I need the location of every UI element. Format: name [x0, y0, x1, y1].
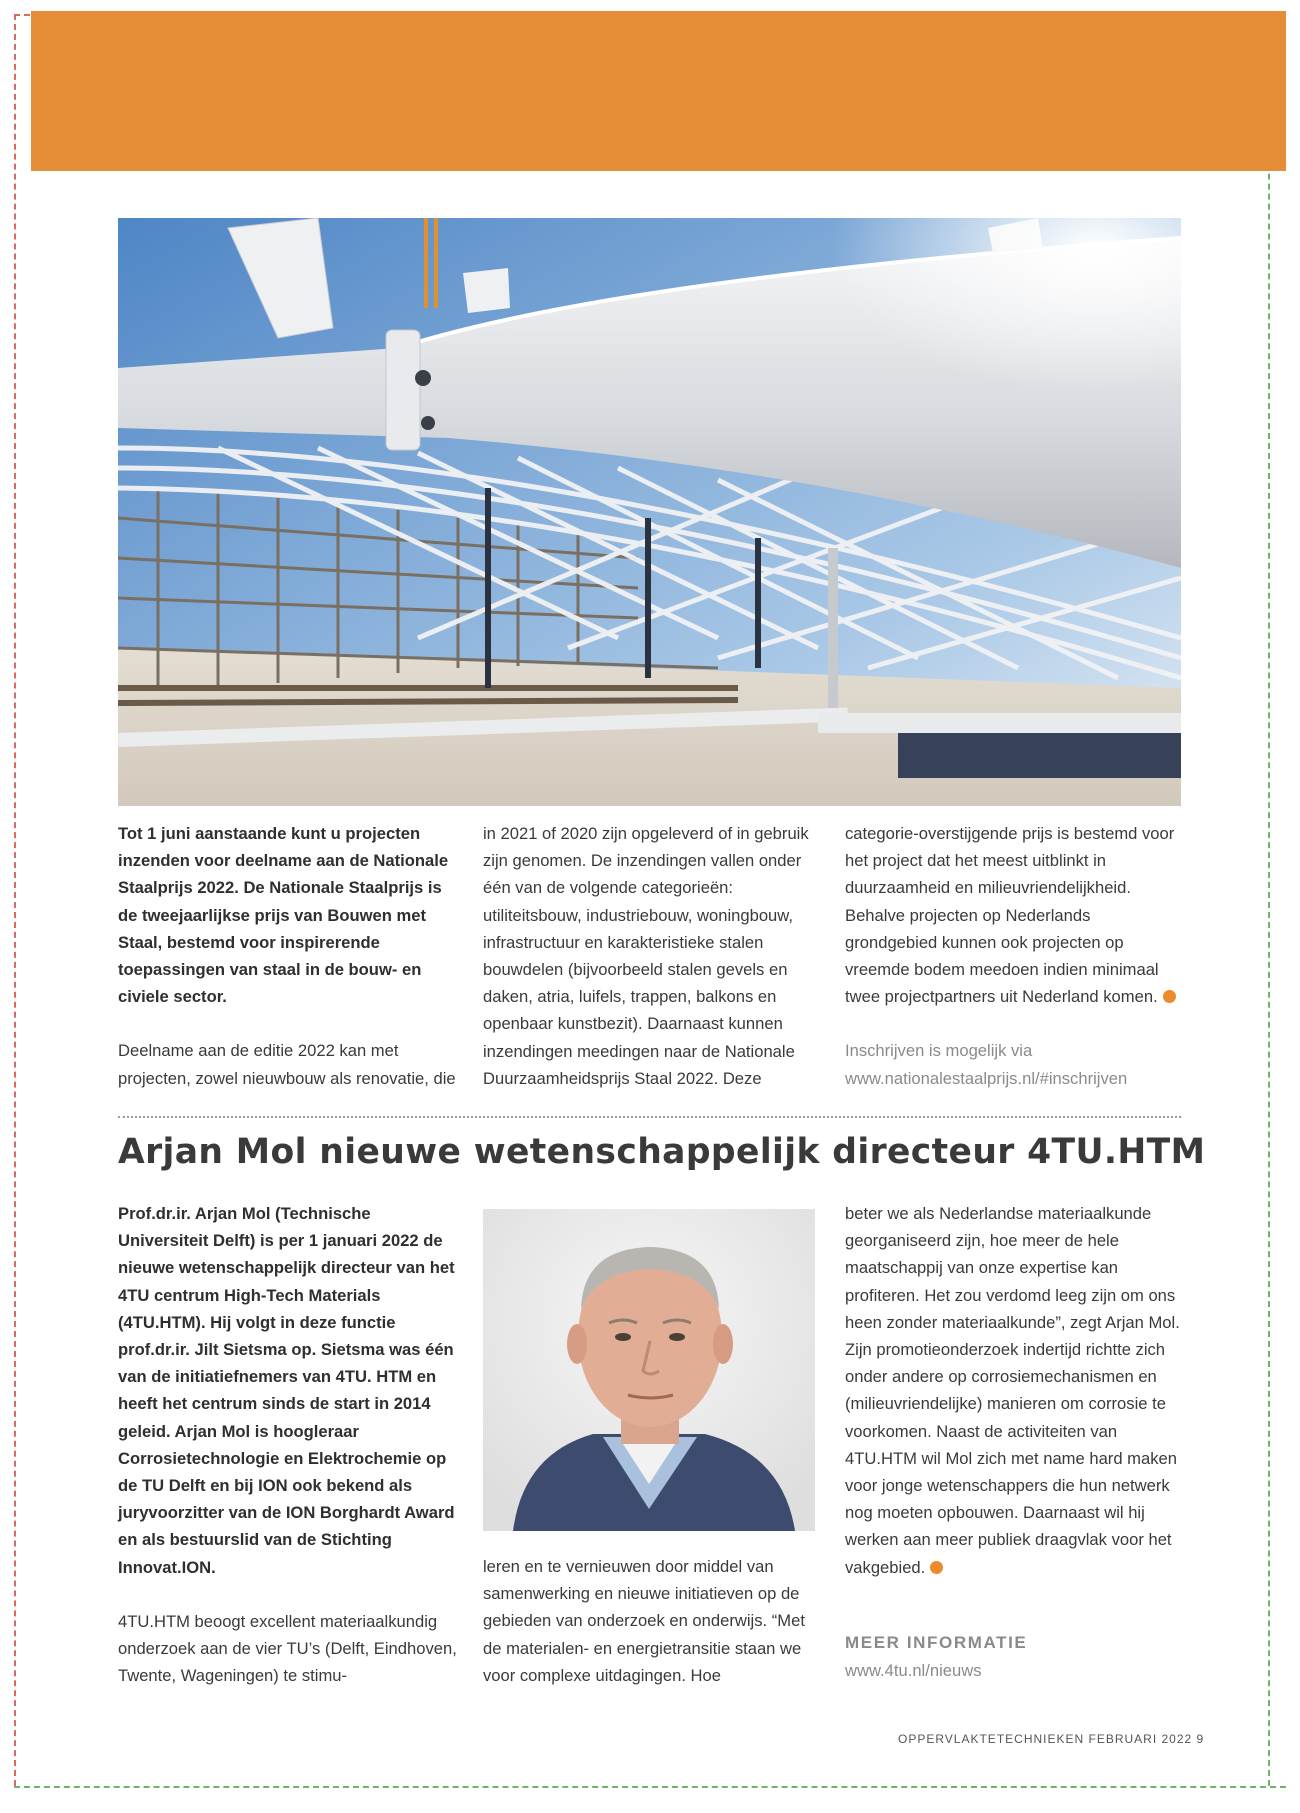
crop-mark-left: [14, 14, 16, 1786]
section-divider: [118, 1116, 1181, 1118]
article2-headline: Arjan Mol nieuwe wetenschappelijk directeur 4TU.HTM: [118, 1132, 1206, 1172]
article1-paragraph: in 2021 of 2020 zijn opgeleverd of in gebruik zijn genomen. De inzendingen vallen onder één van de volgende categorieën: utiliteitsbouw, industriebouw, woningbouw, infrastructuur en karakteristieke stalen bouwdelen (bijvoorbeeld stalen gevels en daken, atria, luifels, trappen, balkons en openbaar kunstbezit). Daarnaast kunnen inzendingen meedingen naar de Nationale Duurzaamheidsprijs Staal 2022. Deze: [483, 824, 809, 1088]
steel-structure-photo: [118, 218, 1181, 806]
article1-column-2: [483, 820, 823, 1092]
article2-paragraph: leren en te vernieuwen door middel van samenwerking en nieuwe initiatieven op de gebieden van onderzoek en onderwijs. “Met de materialen- en energietransitie staan we voor complexe uitdagingen. Hoe: [483, 1557, 805, 1685]
crop-mark-bottom: [14, 1786, 1286, 1788]
article2-paragraph: beter we als Nederlandse materiaalkunde georganiseerd zijn, hoe meer de hele maatschappij van onze expertise kan profiteren. Het zou verdomd leeg zijn om ons heen zonder materiaalkunde”, zegt Arjan Mol. Zijn promotieonderzoek indertijd richtte zich onder andere op corrosiemechanismen en (milieuvriendelijke) manieren om corrosie te voorkomen. Naast de activiteiten van 4TU.HTM wil Mol zich met name hard maken voor jonge wetenschappers die hun netwerk nog moeten opbouwen. Daarnaast wil hij werken aan meer publiek draagvlak voor het vakgebied.: [845, 1204, 1180, 1577]
article2-column-1: [118, 1200, 458, 1689]
signup-label: Inschrijven is mogelijk via: [845, 1041, 1033, 1061]
article2-column-2: [483, 1553, 823, 1689]
footer-publication: OPPERVLAKTETECHNIEKEN FEBRUARI 2022: [898, 1732, 1193, 1746]
signup-link[interactable]: www.nationalestaalprijs.nl/#inschrijven: [845, 1068, 1128, 1088]
article2-paragraph: 4TU.HTM beoogt excellent materiaalkundig onderzoek aan de vier TU’s (Delft, Eindhoven, Twente, Wageningen) te stimu-: [118, 1611, 457, 1686]
article1-column-1: [118, 820, 458, 1092]
article1-column-3: [845, 820, 1185, 1092]
article2-column-3: [845, 1200, 1185, 1581]
end-bullet-icon: [930, 1561, 943, 1574]
article1-paragraph: Deelname aan de editie 2022 kan met projecten, zowel nieuwbouw als renovatie, die: [118, 1041, 456, 1088]
header-color-band: [31, 11, 1286, 171]
more-info-label: MEER INFORMATIE: [845, 1633, 1028, 1652]
more-info-link[interactable]: www.4tu.nl/nieuws: [845, 1661, 982, 1680]
crop-mark-right: [1268, 14, 1270, 1786]
article2-intro: Prof.dr.ir. Arjan Mol (Technische Universiteit Delft) is per 1 januari 2022 de nieuwe wetenschappelijk directeur van het 4TU centrum High-Tech Materials (4TU.HTM). Hij volgt in deze functie prof.dr.ir. Jilt Sietsma op. Sietsma was één van de initiatiefnemers van 4TU. HTM en heeft het centrum sinds de start in 2014 geleid. Arjan Mol is hoogleraar Corrosietechnologie en Elektrochemie op de TU Delft en bij ION ook bekend als juryvoorzitter van de ION Borghardt Award en als bestuurslid van de Stichting Innovat.ION.: [118, 1204, 455, 1577]
end-bullet-icon: [1163, 990, 1176, 1003]
page-number: 9: [1196, 1732, 1205, 1746]
article1-paragraph: categorie-overstijgende prijs is bestemd voor het project dat het meest uitblinkt in duurzaamheid en milieuvriendelijkheid. Behalve projecten op Nederlands grondgebied kunnen ook projecten op vreemde bodem meedoen indien minimaal twee projectpartners uit Nederland komen.: [845, 824, 1175, 1007]
article1-intro: Tot 1 juni aanstaande kunt u projecten inzenden voor deelname aan de Nationale Staalprijs 2022. De Nationale Staalprijs is de tweejaarlijkse prijs van Bouwen met Staal, bestemd voor inspirerende toepassingen van staal in de bouw- en civiele sector.: [118, 824, 449, 1007]
portrait-photo: [483, 1209, 815, 1531]
page-footer: [898, 1732, 1204, 1746]
